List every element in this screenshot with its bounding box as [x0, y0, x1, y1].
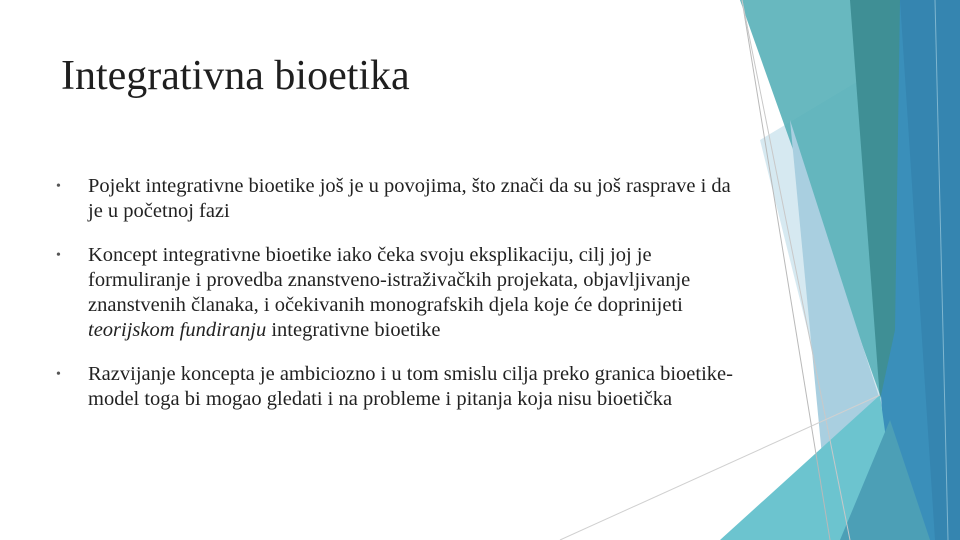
bullet-emphasis: teorijskom fundiranju [88, 319, 267, 341]
bullet-text: Pojekt integrativne bioetike još je u povojima, što znači da su još rasprave i da je u početnoj fazi [88, 175, 731, 222]
slide-title: Integrativna bioetika [61, 53, 410, 99]
bullet-dot: • [56, 367, 61, 382]
bullet-dot: • [56, 248, 61, 263]
bullet-item [56, 243, 746, 343]
bullet-item [56, 174, 746, 224]
bullet-text [88, 244, 690, 341]
bullet-text-before: Koncept integrativne bioetike iako čeka svoju eksplikaciju, cilj joj je formuliranje i provedba znanstveno-istraživačkih projekata, objavljivanje znanstvenih članaka, i očekivanih monografskih djela koje će doprinijeti [88, 244, 691, 316]
bullet-list [56, 174, 746, 431]
bullet-dot: • [56, 179, 61, 194]
bullet-text: Razvijanje koncepta je ambiciozno i u tom smislu cilja preko granica bioetike-model toga bi mogao gledati i na probleme i pitanja koja nisu bioetička [88, 363, 733, 410]
bullet-text-after: integrativne bioetike [266, 319, 441, 341]
bullet-item [56, 362, 746, 412]
